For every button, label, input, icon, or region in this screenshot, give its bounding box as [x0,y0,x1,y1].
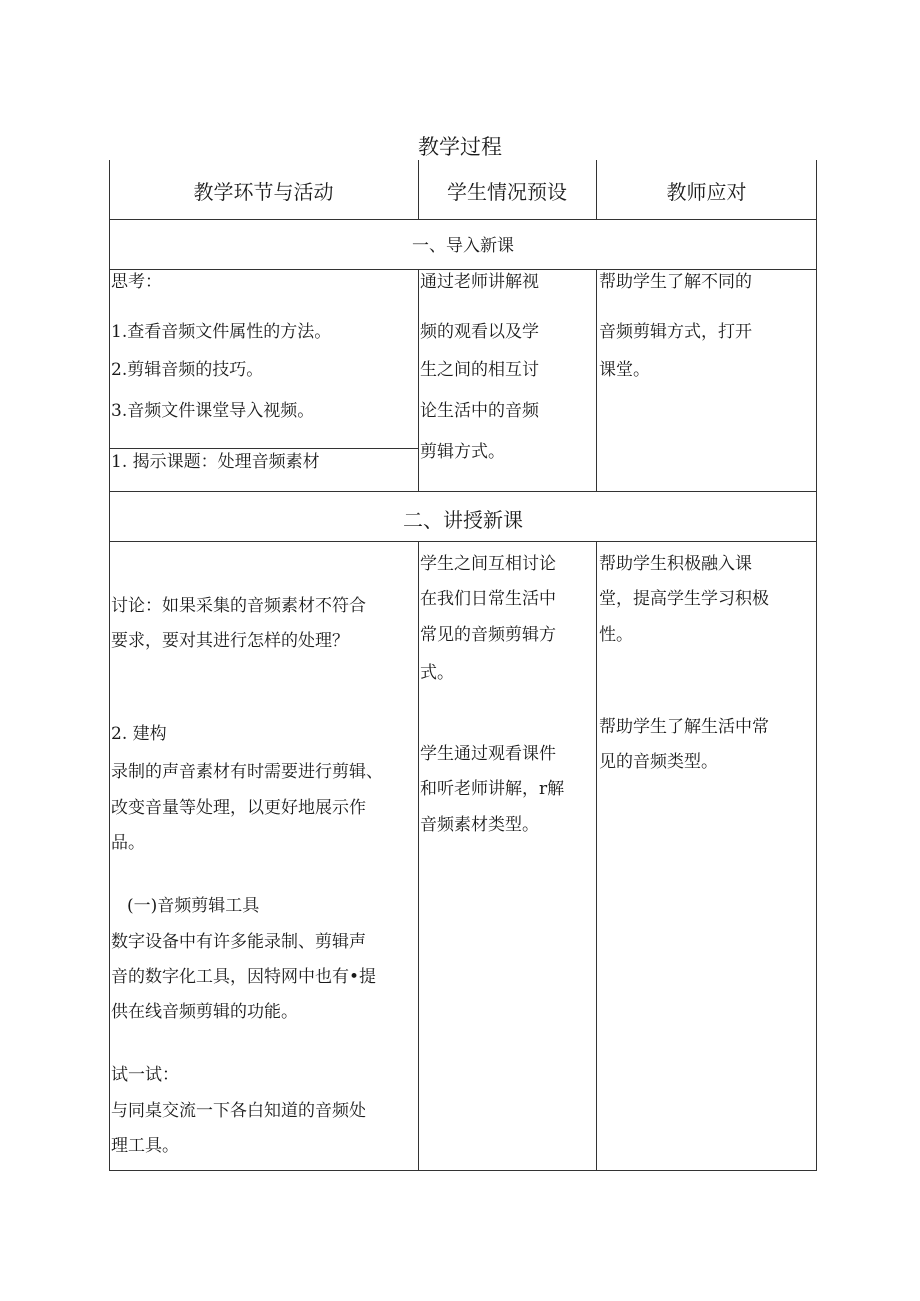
try-text: 理工具。 [111,1136,179,1156]
build-text: 录制的声音素材有时需要进行剪辑、 [111,762,383,782]
teaching-process-table [109,160,817,1171]
teacher-text: 帮助学生积极融入课 [599,554,752,574]
teacher-text: 性。 [599,625,633,645]
tool-heading: (一)音频剪辑工具 [127,896,260,916]
student-text: 通过老师讲解视 [420,272,539,292]
discussion-text: 讨论：如果采集的音频素材不符合 [111,596,366,616]
header-teacher-response: 教师应对 [666,180,747,204]
table-border-right [816,160,817,1171]
row-divider [109,541,817,542]
student-text: 生之间的相互讨 [420,360,539,380]
teacher-text: 帮助学生了解生活中常 [599,717,769,737]
row-divider [109,491,817,492]
column-divider [596,269,597,491]
teacher-text: 见的音频类型。 [599,752,718,772]
column-divider [418,541,419,1171]
student-text: 常见的音频剪辑方 [420,625,556,645]
student-text: 音频素材类型。 [420,815,539,835]
section-heading: 一、导入新课 [412,236,514,256]
student-text: 和听老师讲解，r解 [420,779,565,799]
list-item: 3.音频文件课堂导入视频。 [111,401,315,421]
header-activities: 教学环节与活动 [193,180,334,204]
table-border-bottom [109,1170,817,1171]
build-text: 改变音量等处理，以更好地展示作 [111,798,366,818]
tool-text: 供在线音频剪辑的功能。 [111,1002,298,1022]
header-student-expectations: 学生情况预设 [447,180,567,204]
tool-text: 数字设备中有许多能录制、剪辑声 [111,932,366,952]
section-heading: 二、讲授新课 [403,508,523,532]
student-text: 剪辑方式。 [420,442,505,462]
try-label: 试一试： [111,1065,179,1085]
student-text: 论生活中的音频 [420,401,539,421]
topic-reveal: 1. 揭示课题：处理音频素材 [111,452,320,472]
teacher-text: 堂，提高学生学习积极 [599,589,769,609]
page-title: 教学过程 [418,135,502,159]
list-item: 2.剪辑音频的技巧。 [111,360,264,380]
tool-text: 音的数字化工具，因特网中也有•提 [111,967,377,987]
student-text: 学生之间互相讨论 [420,554,556,574]
column-divider [418,269,419,491]
student-text: 在我们日常生活中 [420,589,556,609]
teacher-text: 音频剪辑方式，打开 [599,322,752,342]
table-border-left [109,160,110,1171]
build-label: 2. 建构 [111,724,167,744]
list-item: 1.查看音频文件属性的方法。 [111,322,332,342]
teacher-text: 帮助学生了解不同的 [599,272,752,292]
student-text: 频的观看以及学 [420,322,539,342]
student-text: 学生通过观看课件 [420,744,556,764]
row-divider [109,219,817,220]
teacher-text: 课堂。 [599,360,650,380]
try-text: 与同桌交流一下各白知道的音频处 [111,1101,366,1121]
think-label: 思考： [111,272,162,292]
build-text: 品。 [111,833,145,853]
student-text: 式。 [420,663,454,683]
discussion-text: 要求，要对其进行怎样的处理？ [111,631,349,651]
column-divider [596,541,597,1171]
